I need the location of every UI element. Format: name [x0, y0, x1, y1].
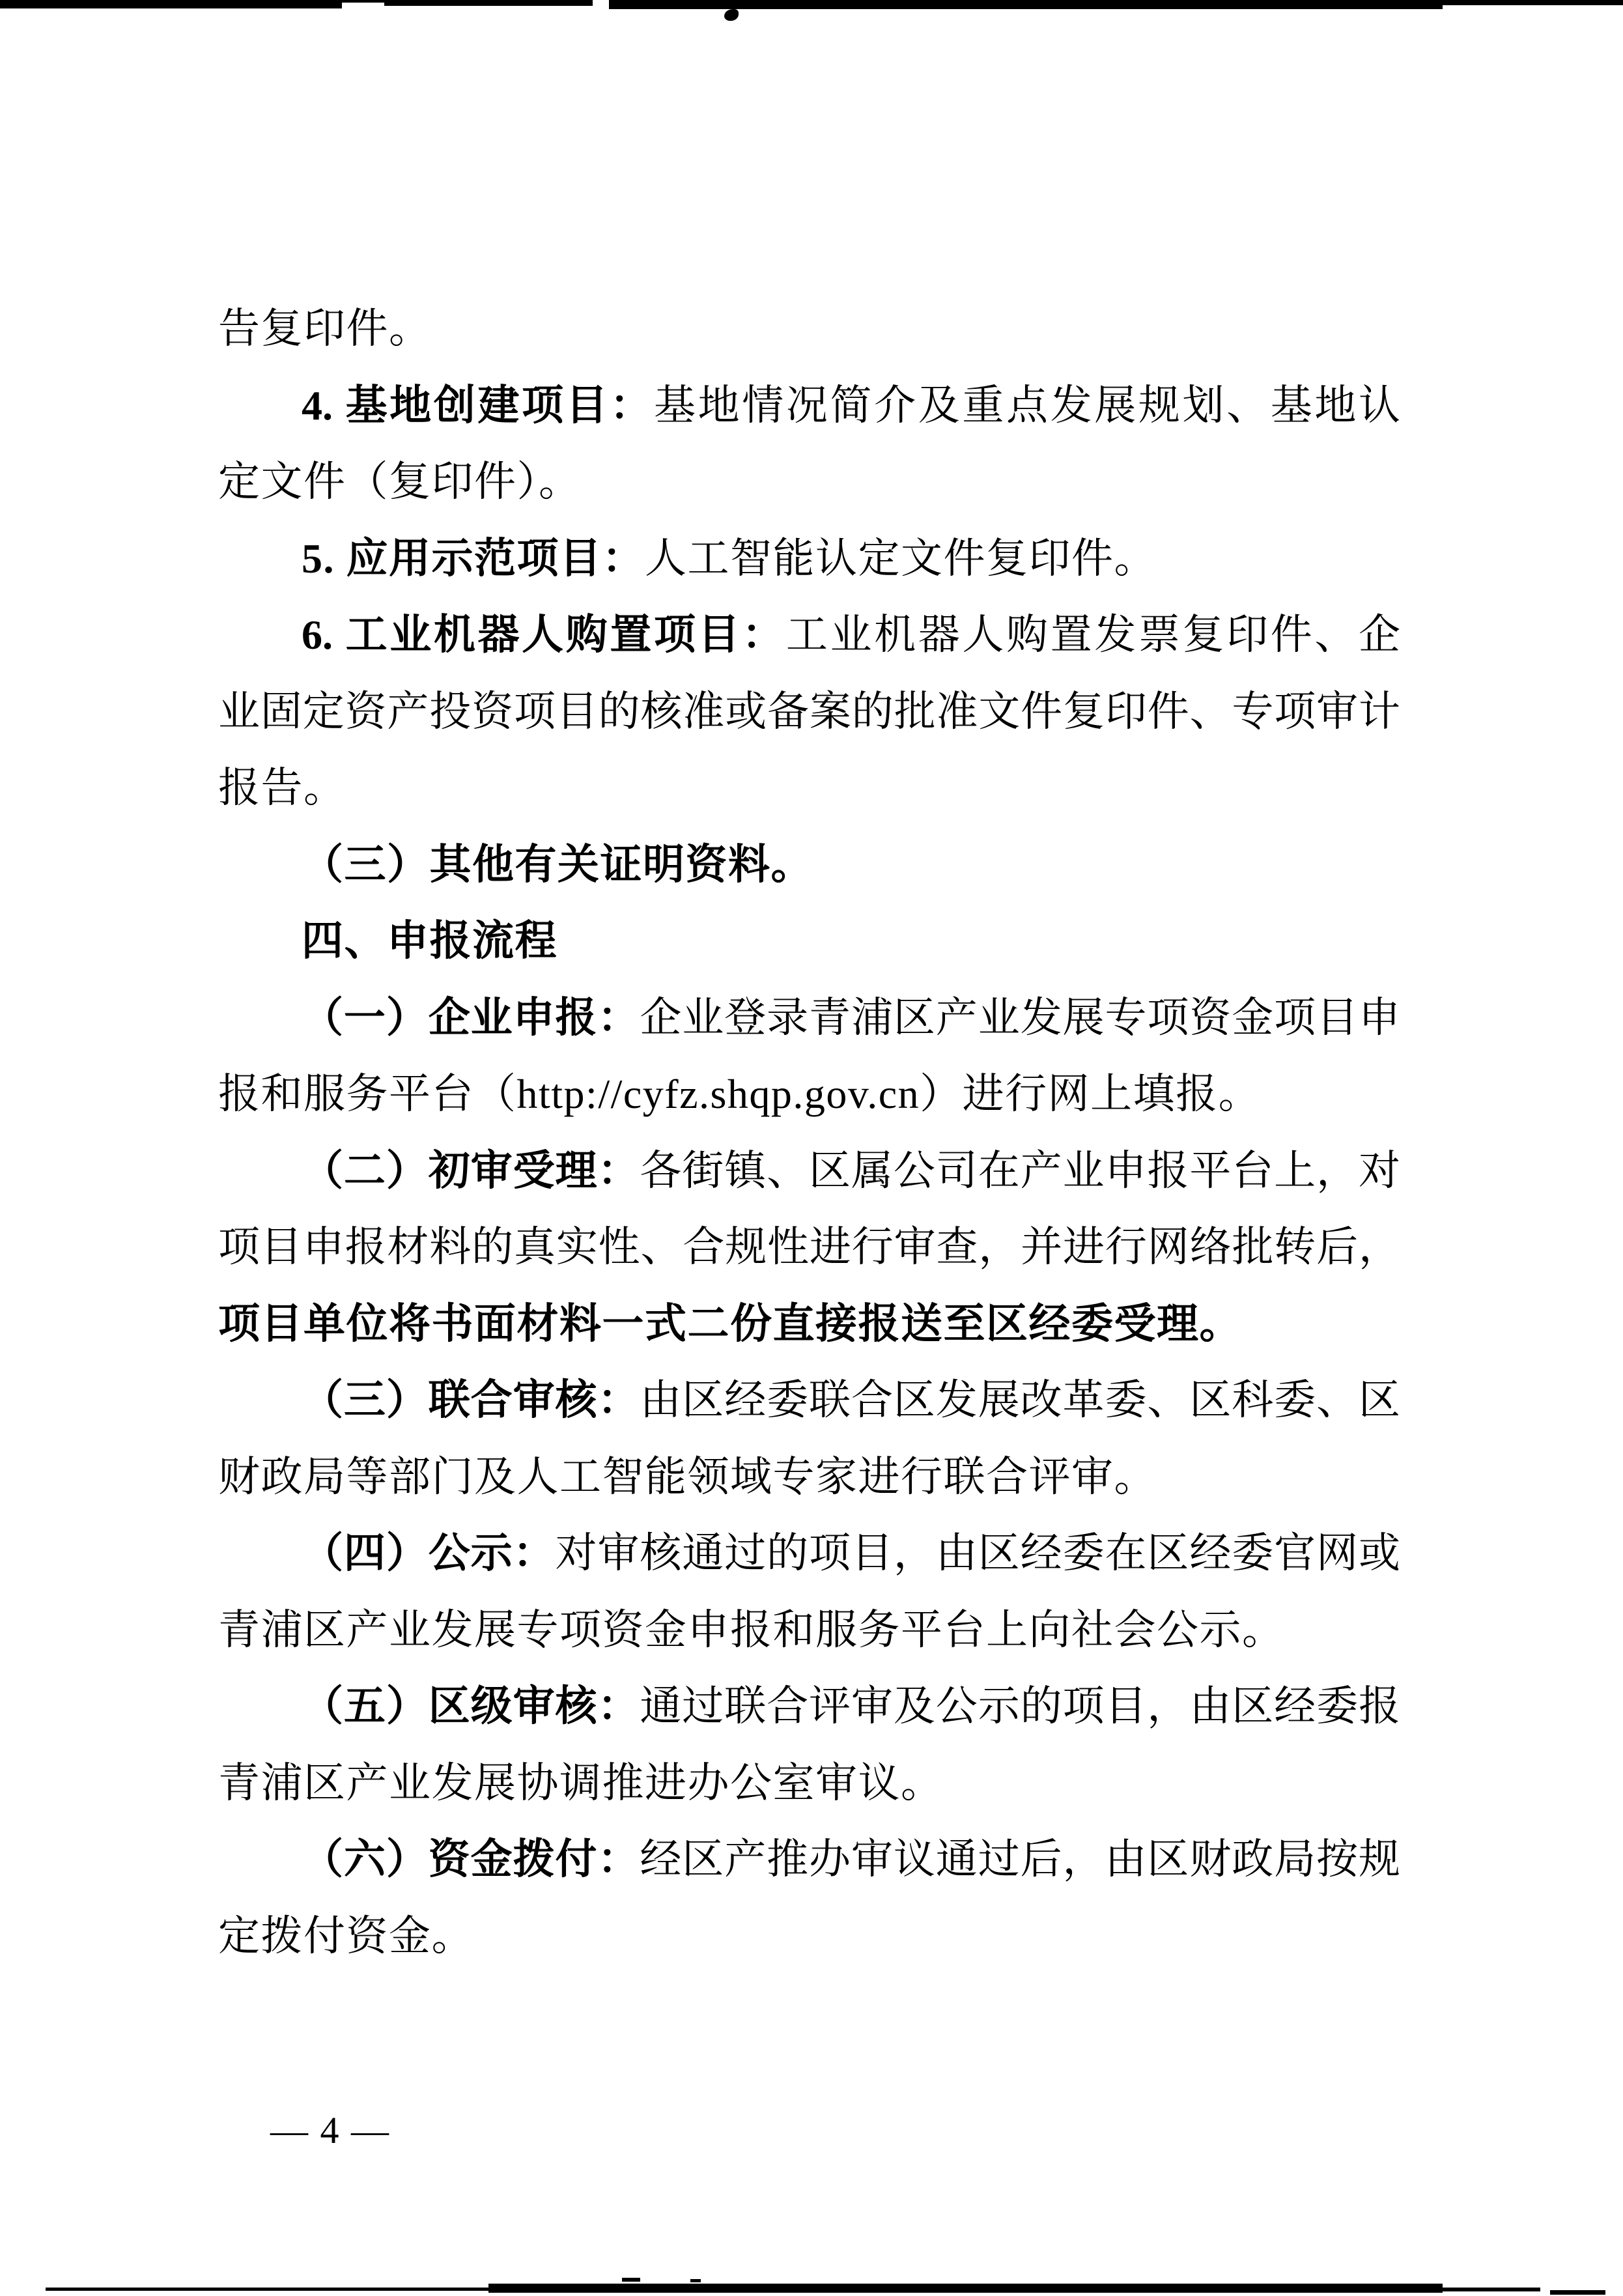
text-segment-bold: 项目单位将书面材料一式二份直接报送至区经委受理。 — [218, 1300, 1242, 1347]
document-line — [218, 1056, 1400, 1133]
document-line — [218, 1286, 1400, 1363]
text-segment: 由区经委联合区发展改革委、区科委、区 — [640, 1377, 1400, 1423]
document-line — [218, 1209, 1400, 1286]
scan-artifact-bottom-strip — [488, 2284, 1443, 2293]
text-segment: 青浦区产业发展协调推进办公室审议。 — [218, 1759, 944, 1806]
text-segment: 人工智能认定文件复印件。 — [645, 535, 1157, 582]
document-line — [218, 673, 1400, 750]
scan-artifact-speck — [622, 2278, 640, 2282]
text-segment-bold: 4. 基地创建项目： — [302, 382, 654, 429]
scan-artifact-top-strip — [342, 0, 384, 3]
document-line — [218, 903, 1400, 980]
text-segment-bold: （二）初审受理： — [302, 1147, 640, 1194]
text-segment: 对审核通过的项目，由区经委在区经委官网或 — [555, 1530, 1401, 1576]
document-line — [218, 1745, 1400, 1822]
document-line — [218, 1668, 1400, 1745]
text-segment: 经区产推办审议通过后，由区财政局按规 — [640, 1836, 1400, 1882]
text-segment-bold: （六）资金拨付： — [302, 1836, 640, 1882]
text-segment-bold: （五）区级审核： — [302, 1683, 640, 1729]
text-segment: 项目申报材料的真实性、合规性进行审查，并进行网络批转后， — [218, 1224, 1400, 1270]
text-segment: 各街镇、区属公司在产业申报平台上，对 — [640, 1147, 1400, 1194]
document-line — [218, 750, 1400, 827]
scan-artifact-bottom-strip — [46, 2288, 488, 2291]
scan-artifact-speck — [724, 9, 739, 21]
document-line — [218, 1898, 1400, 1975]
document-line — [218, 1592, 1400, 1669]
text-segment-bold: 5. 应用示范项目： — [302, 535, 645, 582]
text-segment: 通过联合评审及公示的项目，由区经委报 — [640, 1683, 1400, 1729]
document-line — [218, 444, 1400, 520]
text-segment: 告复印件。 — [218, 305, 432, 352]
scan-artifact-top-strip — [384, 0, 593, 6]
scan-artifact-top-strip — [609, 0, 1443, 9]
document-line — [218, 1362, 1400, 1439]
document-line — [218, 291, 1400, 367]
text-segment: 青浦区产业发展专项资金申报和服务平台上向社会公示。 — [218, 1606, 1285, 1653]
text-segment-bold: （一）企业申报： — [302, 994, 640, 1041]
scan-artifact-bottom-strip — [1550, 2290, 1605, 2295]
document-line — [218, 1515, 1400, 1592]
text-segment: 财政局等部门及人工智能领域专家进行联合评审。 — [218, 1453, 1157, 1500]
text-segment: 企业登录青浦区产业发展专项资金项目申 — [640, 994, 1400, 1041]
scan-artifact-top-strip — [0, 0, 342, 8]
text-segment: 报告。 — [218, 765, 346, 811]
document-line — [218, 597, 1400, 673]
text-segment: 定文件（复印件）。 — [218, 459, 582, 505]
document-line — [218, 1133, 1400, 1210]
document-line — [218, 1821, 1400, 1898]
document-line — [218, 827, 1400, 903]
text-segment-bold: （四）公示： — [302, 1530, 556, 1576]
text-segment: 工业机器人购置发票复印件、企 — [785, 612, 1400, 658]
document-line — [218, 367, 1400, 444]
text-segment: 定拨付资金。 — [218, 1912, 474, 1959]
document-body — [218, 291, 1400, 1974]
text-segment-bold: 四、申报流程 — [302, 918, 557, 964]
text-segment: 业固定资产投资项目的核准或备案的批准文件复印件、专项审计 — [218, 688, 1400, 735]
text-segment-bold: 6. 工业机器人购置项目： — [302, 612, 786, 658]
document-line — [218, 1439, 1400, 1516]
text-segment-bold: （三）其他有关证明资料。 — [302, 841, 813, 888]
text-segment: 基地情况简介及重点发展规划、基地认 — [654, 382, 1400, 429]
scan-artifact-speck — [690, 2279, 701, 2282]
scan-artifact-bottom-strip — [1443, 2288, 1540, 2291]
text-segment: 报和服务平台（http://cyfz.shqp.gov.cn）进行网上填报。 — [218, 1071, 1262, 1117]
text-segment-bold: （三）联合审核： — [302, 1377, 640, 1423]
document-line — [218, 520, 1400, 597]
scan-artifact-top-strip — [1443, 0, 1623, 5]
document-line — [218, 980, 1400, 1056]
page-number: — 4 — — [270, 2109, 390, 2151]
